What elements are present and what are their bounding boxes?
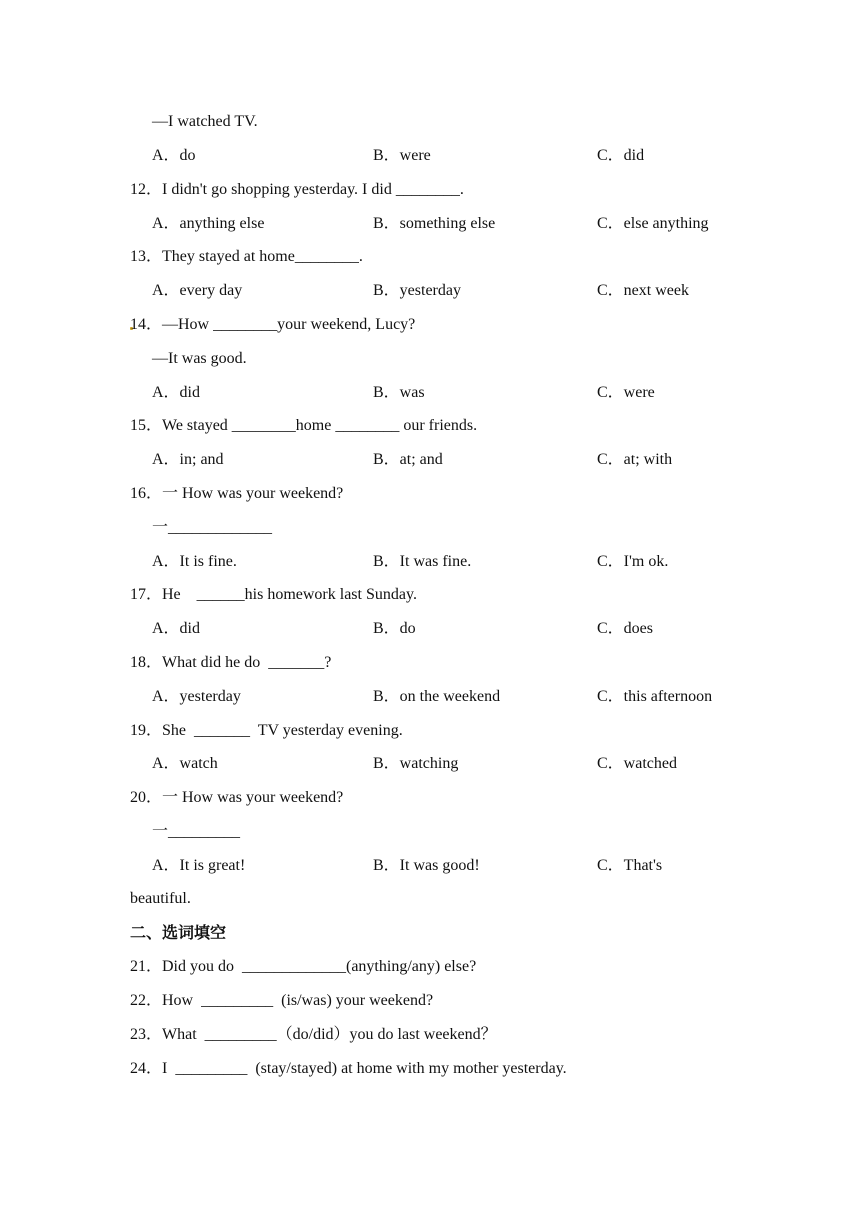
q13-option-b[interactable]: B．yesterday [373,282,461,299]
q14-answer-line: —It was good. [152,350,247,367]
q17-option-b[interactable]: B．do [373,620,416,637]
q20-option-a[interactable]: A．It is great! [152,857,246,874]
q18-stem: 18．What did he do _______? [130,654,332,671]
q19-option-a[interactable]: A．watch [152,755,218,772]
q19-option-c[interactable]: C．watched [597,755,677,772]
q12-option-a[interactable]: A．anything else [152,215,265,232]
section-heading: 二、选词填空 [130,923,227,942]
q15-option-b[interactable]: B．at; and [373,451,443,468]
q14-option-b[interactable]: B．was [373,384,425,401]
q18-option-a[interactable]: A．yesterday [152,688,241,705]
q20-option-c[interactable]: C．That's [597,857,663,874]
q17-option-a[interactable]: A．did [152,620,201,637]
q15-option-a[interactable]: A．in; and [152,451,224,468]
q13-stem: 13．They stayed at home________. [130,248,363,265]
q14-option-c[interactable]: C．were [597,384,655,401]
q18-option-c[interactable]: C．this afternoon [597,688,713,705]
q17-stem: 17．He ______his homework last Sunday. [130,586,417,603]
q16-answer-line: 一_____________ [152,519,273,536]
q12-stem: 12．I didn't go shopping yesterday. I did ________. [130,181,464,198]
q16-option-b[interactable]: B．It was fine. [373,553,472,570]
q13-option-c[interactable]: C．next week [597,282,689,299]
q20-option-c-wrap: beautiful. [130,890,191,907]
q14-option-a[interactable]: A．did [152,384,201,401]
q20-stem: 20．一 How was your weekend? [130,789,344,806]
q11-option-b[interactable]: B．were [373,147,431,164]
q13-option-a[interactable]: A．every day [152,282,243,299]
q16-option-c[interactable]: C．I'm ok. [597,553,669,570]
q16-option-a[interactable]: A．It is fine. [152,553,237,570]
q21-stem: 21．Did you do _____________(anything/any) else? [130,958,477,975]
q20-option-b[interactable]: B．It was good! [373,857,480,874]
q15-stem: 15．We stayed ________home ________ our friends. [130,417,478,434]
q16-stem: 16．一 How was your weekend? [130,485,344,502]
q12-option-c[interactable]: C．else anything [597,215,709,232]
q18-option-b[interactable]: B．on the weekend [373,688,501,705]
q17-option-c[interactable]: C．does [597,620,654,637]
q19-option-b[interactable]: B．watching [373,755,459,772]
q11-option-c[interactable]: C．did [597,147,645,164]
q22-stem: 22．How _________ (is/was) your weekend? [130,992,434,1009]
q15-option-c[interactable]: C．at; with [597,451,673,468]
q11-option-a[interactable]: A．do [152,147,196,164]
q14-stem: 14．—How ________your weekend, Lucy? [130,316,416,333]
q24-stem: 24．I _________ (stay/stayed) at home with my mother yesterday. [130,1060,567,1077]
q19-stem: 19．She _______ TV yesterday evening. [130,722,403,739]
q12-option-b[interactable]: B．something else [373,215,496,232]
q11-answer-line: —I watched TV. [152,113,258,130]
q23-stem: 23．What _________（do/did）you do last weekend？ [130,1026,497,1043]
q20-answer-line: 一_________ [152,823,241,840]
